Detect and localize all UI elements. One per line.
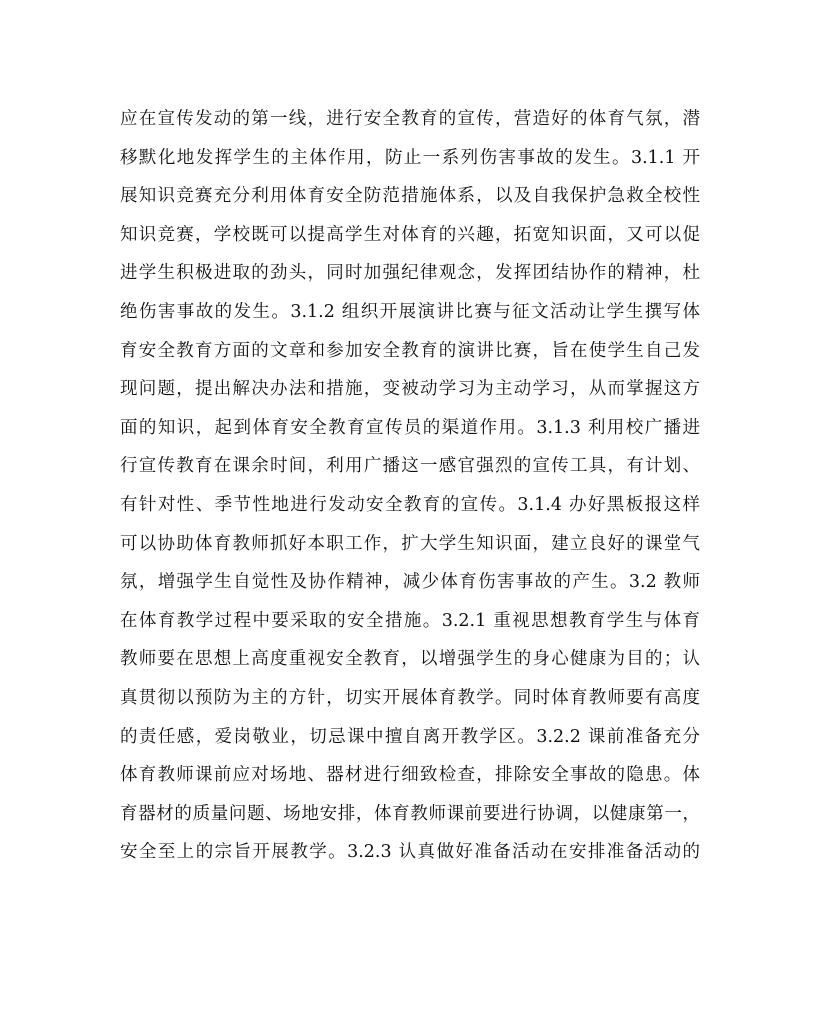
text-line-4: 知识竞赛，学校既可以提高学生对体育的兴趣，拓宽知识面，又可以促 [120, 224, 700, 245]
text-line-2: 移默化地发挥学生的主体作用，防止一系列伤害事故的发生。3.1.1 开 [120, 147, 700, 168]
text-line-20: 安全至上的宗旨开展教学。3.2.3 认真做好准备活动在安排准备活动的 [120, 842, 700, 863]
text-line-10: 行宣传教育在课余时间，利用广播这一感官强烈的宣传工具，有计划、 [120, 456, 700, 477]
text-line-16: 真贯彻以预防为主的方针，切实开展体育教学。同时体育教师要有高度 [120, 687, 700, 708]
text-line-14: 在体育教学过程中要采取的安全措施。3.2.1 重视思想教育学生与体育 [120, 610, 700, 631]
body-text [120, 100, 700, 872]
text-line-17: 的责任感，爱岗敬业，切忌课中擅自离开教学区。3.2.2 课前准备充分 [120, 726, 700, 747]
text-line-3: 展知识竞赛充分利用体育安全防范措施体系，以及自我保护急救全校性 [120, 186, 700, 207]
text-line-13: 氛，增强学生自觉性及协作精神，减少体育伤害事故的产生。3.2 教师 [120, 572, 700, 593]
text-line-6: 绝伤害事故的发生。3.1.2 组织开展演讲比赛与征文活动让学生撰写体 [120, 301, 700, 322]
text-line-5: 进学生积极进取的劲头，同时加强纪律观念，发挥团结协作的精神，杜 [120, 263, 700, 284]
text-line-12: 可以协助体育教师抓好本职工作，扩大学生知识面，建立良好的课堂气 [120, 533, 700, 554]
text-line-15: 教师要在思想上高度重视安全教育，以增强学生的身心健康为目的；认 [120, 649, 700, 670]
text-line-7: 育安全教育方面的文章和参加安全教育的演讲比赛，旨在使学生自己发 [120, 340, 700, 361]
text-line-8: 现问题，提出解决办法和措施，变被动学习为主动学习，从而掌握这方 [120, 379, 700, 400]
text-line-11: 有针对性、季节性地进行发动安全教育的宣传。3.1.4 办好黑板报这样 [120, 494, 700, 515]
text-line-1: 应在宣传发动的第一线，进行安全教育的宣传，营造好的体育气氛，潜 [120, 109, 700, 129]
text-line-19: 育器材的质量问题、场地安排，体育教师课前要进行协调，以健康第一， [120, 803, 700, 824]
text-line-18: 体育教师课前应对场地、器材进行细致检查，排除安全事故的隐患。体 [120, 765, 700, 786]
text-line-9: 面的知识，起到体育安全教育宣传员的渠道作用。3.1.3 利用校广播进 [120, 417, 700, 438]
